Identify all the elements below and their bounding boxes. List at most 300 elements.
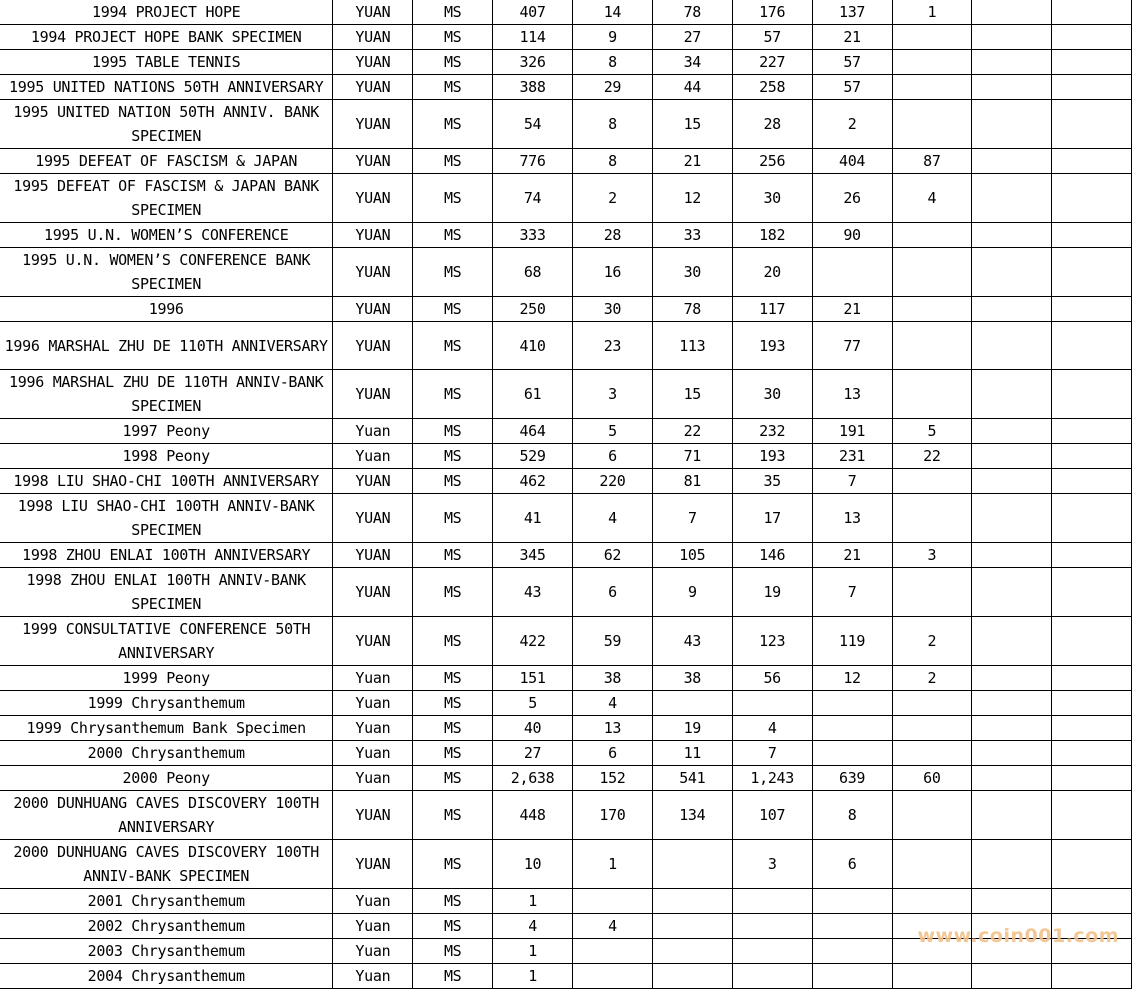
grade-count-cell: 639 bbox=[812, 766, 892, 791]
grade-count-cell: 231 bbox=[812, 444, 892, 469]
grade-count-cell: 43 bbox=[652, 617, 732, 666]
table-row bbox=[0, 469, 1132, 494]
grade-count-cell bbox=[892, 50, 972, 75]
grade-count-cell: 30 bbox=[652, 248, 732, 297]
total-count-cell: 114 bbox=[493, 25, 573, 50]
grade-cell: MS bbox=[413, 469, 493, 494]
total-count-cell: 40 bbox=[493, 716, 573, 741]
grade-count-cell: 170 bbox=[573, 791, 653, 840]
table-row bbox=[0, 25, 1132, 50]
grade-count-cell bbox=[972, 370, 1052, 419]
grade-count-cell bbox=[812, 741, 892, 766]
grade-count-cell bbox=[1052, 297, 1132, 322]
site-watermark: www.coin001.com bbox=[917, 925, 1119, 947]
total-count-cell: 4 bbox=[493, 914, 573, 939]
grade-count-cell bbox=[1052, 223, 1132, 248]
grade-cell: MS bbox=[413, 840, 493, 889]
grade-count-cell bbox=[812, 964, 892, 989]
coin-name-cell: 1995 TABLE TENNIS bbox=[0, 50, 333, 75]
grade-count-cell bbox=[1052, 149, 1132, 174]
coin-name-cell: 1999 Chrysanthemum Bank Specimen bbox=[0, 716, 333, 741]
grade-count-cell bbox=[972, 543, 1052, 568]
grade-count-cell: 5 bbox=[573, 419, 653, 444]
grade-count-cell bbox=[892, 568, 972, 617]
coin-name-cell: 2000 DUNHUANG CAVES DISCOVERY 100TH ANNIV-BANK SPECIMEN bbox=[0, 840, 333, 889]
grade-count-cell bbox=[972, 322, 1052, 370]
grade-count-cell: 29 bbox=[573, 75, 653, 100]
grade-count-cell: 38 bbox=[652, 666, 732, 691]
grade-count-cell: 7 bbox=[732, 741, 812, 766]
grade-count-cell bbox=[972, 297, 1052, 322]
grade-count-cell bbox=[1052, 248, 1132, 297]
grade-count-cell: 2 bbox=[892, 617, 972, 666]
table-row bbox=[0, 248, 1132, 297]
total-count-cell: 43 bbox=[493, 568, 573, 617]
total-count-cell: 448 bbox=[493, 791, 573, 840]
table-row bbox=[0, 223, 1132, 248]
grade-count-cell: 176 bbox=[732, 0, 812, 25]
grade-count-cell bbox=[972, 419, 1052, 444]
grade-cell: MS bbox=[413, 666, 493, 691]
grade-count-cell bbox=[1052, 840, 1132, 889]
grade-count-cell bbox=[1052, 716, 1132, 741]
table-row bbox=[0, 75, 1132, 100]
grade-count-cell bbox=[1052, 964, 1132, 989]
grade-count-cell: 7 bbox=[812, 469, 892, 494]
table-row bbox=[0, 543, 1132, 568]
grade-count-cell: 3 bbox=[573, 370, 653, 419]
grade-count-cell bbox=[1052, 75, 1132, 100]
grade-count-cell: 134 bbox=[652, 791, 732, 840]
grade-cell: MS bbox=[413, 419, 493, 444]
grade-count-cell bbox=[812, 716, 892, 741]
grade-count-cell: 87 bbox=[892, 149, 972, 174]
grade-count-cell bbox=[972, 75, 1052, 100]
total-count-cell: 407 bbox=[493, 0, 573, 25]
coin-name-cell: 1998 LIU SHAO-CHI 100TH ANNIV-BANK SPECIMEN bbox=[0, 494, 333, 543]
coin-name-cell: 1995 U.N. WOMEN’S CONFERENCE bbox=[0, 223, 333, 248]
grade-count-cell: 117 bbox=[732, 297, 812, 322]
grade-count-cell bbox=[892, 469, 972, 494]
grade-count-cell bbox=[1052, 322, 1132, 370]
grade-cell: MS bbox=[413, 149, 493, 174]
grade-count-cell: 152 bbox=[573, 766, 653, 791]
grade-count-cell: 13 bbox=[812, 370, 892, 419]
coin-name-cell: 1995 U.N. WOMEN’S CONFERENCE BANK SPECIMEN bbox=[0, 248, 333, 297]
grade-count-cell: 146 bbox=[732, 543, 812, 568]
grade-count-cell: 6 bbox=[573, 741, 653, 766]
grade-cell: MS bbox=[413, 25, 493, 50]
grade-count-cell: 7 bbox=[652, 494, 732, 543]
table-row bbox=[0, 716, 1132, 741]
grade-count-cell bbox=[1052, 174, 1132, 223]
grade-count-cell bbox=[1052, 889, 1132, 914]
grade-count-cell bbox=[972, 223, 1052, 248]
grade-count-cell: 404 bbox=[812, 149, 892, 174]
grade-count-cell: 1 bbox=[892, 0, 972, 25]
table-row bbox=[0, 444, 1132, 469]
grade-cell: MS bbox=[413, 75, 493, 100]
grade-count-cell bbox=[652, 840, 732, 889]
denomination-cell: YUAN bbox=[333, 494, 413, 543]
total-count-cell: 345 bbox=[493, 543, 573, 568]
total-count-cell: 1 bbox=[493, 939, 573, 964]
grade-count-cell bbox=[732, 914, 812, 939]
grade-count-cell: 13 bbox=[812, 494, 892, 543]
coin-name-cell: 1995 UNITED NATIONS 50TH ANNIVERSARY bbox=[0, 75, 333, 100]
denomination-cell: YUAN bbox=[333, 174, 413, 223]
grade-count-cell: 3 bbox=[892, 543, 972, 568]
table-row bbox=[0, 370, 1132, 419]
grade-count-cell: 22 bbox=[892, 444, 972, 469]
table-row bbox=[0, 741, 1132, 766]
grade-count-cell: 30 bbox=[732, 174, 812, 223]
grade-count-cell bbox=[892, 100, 972, 149]
grade-cell: MS bbox=[413, 741, 493, 766]
grade-count-cell: 2 bbox=[573, 174, 653, 223]
table-row bbox=[0, 666, 1132, 691]
table-row bbox=[0, 766, 1132, 791]
denomination-cell: YUAN bbox=[333, 149, 413, 174]
grade-count-cell bbox=[812, 248, 892, 297]
coin-name-cell: 1998 ZHOU ENLAI 100TH ANNIV-BANK SPECIMEN bbox=[0, 568, 333, 617]
grade-cell: MS bbox=[413, 297, 493, 322]
grade-count-cell bbox=[1052, 666, 1132, 691]
grade-cell: MS bbox=[413, 174, 493, 223]
grade-count-cell: 1,243 bbox=[732, 766, 812, 791]
total-count-cell: 326 bbox=[493, 50, 573, 75]
grade-count-cell bbox=[812, 691, 892, 716]
grade-count-cell: 57 bbox=[732, 25, 812, 50]
grade-count-cell bbox=[812, 939, 892, 964]
grade-cell: MS bbox=[413, 223, 493, 248]
denomination-cell: YUAN bbox=[333, 223, 413, 248]
grade-count-cell: 182 bbox=[732, 223, 812, 248]
grade-count-cell bbox=[732, 691, 812, 716]
grade-count-cell bbox=[892, 297, 972, 322]
grade-count-cell bbox=[1052, 444, 1132, 469]
denomination-cell: Yuan bbox=[333, 939, 413, 964]
grade-cell: MS bbox=[413, 322, 493, 370]
table-row bbox=[0, 840, 1132, 889]
grade-count-cell bbox=[972, 766, 1052, 791]
grade-count-cell: 541 bbox=[652, 766, 732, 791]
grade-count-cell bbox=[732, 889, 812, 914]
grade-count-cell: 16 bbox=[573, 248, 653, 297]
grade-count-cell bbox=[1052, 617, 1132, 666]
grade-count-cell: 81 bbox=[652, 469, 732, 494]
coin-name-cell: 1995 DEFEAT OF FASCISM & JAPAN bbox=[0, 149, 333, 174]
grade-count-cell bbox=[972, 444, 1052, 469]
grade-count-cell bbox=[972, 25, 1052, 50]
grade-count-cell: 8 bbox=[573, 50, 653, 75]
total-count-cell: 151 bbox=[493, 666, 573, 691]
grade-count-cell bbox=[972, 494, 1052, 543]
grade-count-cell: 12 bbox=[812, 666, 892, 691]
grade-count-cell bbox=[1052, 370, 1132, 419]
grade-count-cell bbox=[1052, 791, 1132, 840]
grade-cell: MS bbox=[413, 791, 493, 840]
grade-count-cell: 4 bbox=[573, 914, 653, 939]
denomination-cell: YUAN bbox=[333, 248, 413, 297]
coin-name-cell: 2003 Chrysanthemum bbox=[0, 939, 333, 964]
grade-count-cell bbox=[972, 617, 1052, 666]
grade-count-cell bbox=[892, 223, 972, 248]
denomination-cell: YUAN bbox=[333, 0, 413, 25]
coin-name-cell: 1998 Peony bbox=[0, 444, 333, 469]
grade-count-cell bbox=[1052, 100, 1132, 149]
table-row bbox=[0, 0, 1132, 25]
grade-count-cell: 6 bbox=[812, 840, 892, 889]
coin-name-cell: 1998 LIU SHAO-CHI 100TH ANNIVERSARY bbox=[0, 469, 333, 494]
total-count-cell: 5 bbox=[493, 691, 573, 716]
grade-count-cell: 15 bbox=[652, 100, 732, 149]
total-count-cell: 410 bbox=[493, 322, 573, 370]
denomination-cell: Yuan bbox=[333, 666, 413, 691]
denomination-cell: YUAN bbox=[333, 25, 413, 50]
grade-count-cell: 60 bbox=[892, 766, 972, 791]
grade-count-cell: 13 bbox=[573, 716, 653, 741]
grade-count-cell: 9 bbox=[652, 568, 732, 617]
grade-count-cell: 38 bbox=[573, 666, 653, 691]
denomination-cell: Yuan bbox=[333, 889, 413, 914]
coin-name-cell: 1996 bbox=[0, 297, 333, 322]
total-count-cell: 68 bbox=[493, 248, 573, 297]
total-count-cell: 250 bbox=[493, 297, 573, 322]
grade-cell: MS bbox=[413, 568, 493, 617]
coin-name-cell: 1998 ZHOU ENLAI 100TH ANNIVERSARY bbox=[0, 543, 333, 568]
grade-count-cell bbox=[892, 691, 972, 716]
total-count-cell: 464 bbox=[493, 419, 573, 444]
grade-count-cell: 62 bbox=[573, 543, 653, 568]
coin-name-cell: 1994 PROJECT HOPE BANK SPECIMEN bbox=[0, 25, 333, 50]
denomination-cell: Yuan bbox=[333, 419, 413, 444]
table-row bbox=[0, 617, 1132, 666]
grade-count-cell bbox=[892, 494, 972, 543]
grade-count-cell bbox=[652, 914, 732, 939]
grade-count-cell: 57 bbox=[812, 50, 892, 75]
coin-name-cell: 2001 Chrysanthemum bbox=[0, 889, 333, 914]
denomination-cell: YUAN bbox=[333, 370, 413, 419]
denomination-cell: YUAN bbox=[333, 617, 413, 666]
grade-count-cell bbox=[892, 75, 972, 100]
grade-cell: MS bbox=[413, 914, 493, 939]
total-count-cell: 462 bbox=[493, 469, 573, 494]
grade-count-cell: 191 bbox=[812, 419, 892, 444]
grade-count-cell bbox=[1052, 691, 1132, 716]
table-row bbox=[0, 149, 1132, 174]
grade-count-cell bbox=[1052, 419, 1132, 444]
grade-count-cell: 15 bbox=[652, 370, 732, 419]
grade-count-cell: 90 bbox=[812, 223, 892, 248]
table-row bbox=[0, 174, 1132, 223]
grade-count-cell: 34 bbox=[652, 50, 732, 75]
grade-count-cell: 220 bbox=[573, 469, 653, 494]
total-count-cell: 41 bbox=[493, 494, 573, 543]
grade-cell: MS bbox=[413, 50, 493, 75]
grade-count-cell bbox=[812, 889, 892, 914]
denomination-cell: Yuan bbox=[333, 766, 413, 791]
coin-name-cell: 2004 Chrysanthemum bbox=[0, 964, 333, 989]
grade-count-cell bbox=[972, 248, 1052, 297]
grade-count-cell: 77 bbox=[812, 322, 892, 370]
grade-count-cell: 8 bbox=[812, 791, 892, 840]
coin-name-cell: 2002 Chrysanthemum bbox=[0, 914, 333, 939]
denomination-cell: YUAN bbox=[333, 840, 413, 889]
grade-count-cell: 26 bbox=[812, 174, 892, 223]
table-row bbox=[0, 100, 1132, 149]
grade-count-cell bbox=[972, 716, 1052, 741]
grade-count-cell: 3 bbox=[732, 840, 812, 889]
denomination-cell: Yuan bbox=[333, 914, 413, 939]
grade-count-cell bbox=[812, 914, 892, 939]
grade-count-cell: 21 bbox=[812, 25, 892, 50]
grade-cell: MS bbox=[413, 0, 493, 25]
coin-name-cell: 1997 Peony bbox=[0, 419, 333, 444]
grade-count-cell: 35 bbox=[732, 469, 812, 494]
total-count-cell: 422 bbox=[493, 617, 573, 666]
grade-cell: MS bbox=[413, 370, 493, 419]
grade-cell: MS bbox=[413, 248, 493, 297]
grade-count-cell: 4 bbox=[573, 691, 653, 716]
grade-count-cell bbox=[892, 889, 972, 914]
table-row bbox=[0, 322, 1132, 370]
denomination-cell: YUAN bbox=[333, 568, 413, 617]
grade-count-cell: 193 bbox=[732, 322, 812, 370]
grade-count-cell: 256 bbox=[732, 149, 812, 174]
coin-name-cell: 1996 MARSHAL ZHU DE 110TH ANNIV-BANK SPECIMEN bbox=[0, 370, 333, 419]
grade-count-cell: 119 bbox=[812, 617, 892, 666]
grade-count-cell: 4 bbox=[732, 716, 812, 741]
grade-count-cell: 14 bbox=[573, 0, 653, 25]
coin-name-cell: 1996 MARSHAL ZHU DE 110TH ANNIVERSARY bbox=[0, 322, 333, 370]
grade-count-cell: 113 bbox=[652, 322, 732, 370]
grade-count-cell: 8 bbox=[573, 149, 653, 174]
table-row bbox=[0, 889, 1132, 914]
total-count-cell: 1 bbox=[493, 964, 573, 989]
grade-count-cell: 137 bbox=[812, 0, 892, 25]
grade-count-cell: 21 bbox=[652, 149, 732, 174]
coin-name-cell: 2000 Peony bbox=[0, 766, 333, 791]
grade-count-cell: 12 bbox=[652, 174, 732, 223]
grade-count-cell bbox=[1052, 25, 1132, 50]
total-count-cell: 1 bbox=[493, 889, 573, 914]
grade-count-cell: 105 bbox=[652, 543, 732, 568]
grade-count-cell bbox=[732, 964, 812, 989]
grade-count-cell bbox=[892, 840, 972, 889]
grade-count-cell: 2 bbox=[892, 666, 972, 691]
grade-count-cell bbox=[892, 716, 972, 741]
grade-count-cell bbox=[1052, 568, 1132, 617]
grade-count-cell bbox=[573, 964, 653, 989]
table-row bbox=[0, 297, 1132, 322]
grade-count-cell: 56 bbox=[732, 666, 812, 691]
denomination-cell: YUAN bbox=[333, 297, 413, 322]
grade-cell: MS bbox=[413, 494, 493, 543]
grade-count-cell bbox=[972, 0, 1052, 25]
grade-count-cell: 28 bbox=[573, 223, 653, 248]
grade-count-cell bbox=[1052, 766, 1132, 791]
table-row bbox=[0, 494, 1132, 543]
grade-count-cell bbox=[573, 939, 653, 964]
grade-cell: MS bbox=[413, 766, 493, 791]
total-count-cell: 61 bbox=[493, 370, 573, 419]
grade-count-cell: 227 bbox=[732, 50, 812, 75]
grade-count-cell bbox=[652, 939, 732, 964]
grade-cell: MS bbox=[413, 617, 493, 666]
grade-count-cell: 2 bbox=[812, 100, 892, 149]
grade-cell: MS bbox=[413, 691, 493, 716]
grade-count-cell: 1 bbox=[573, 840, 653, 889]
coin-name-cell: 1999 Chrysanthemum bbox=[0, 691, 333, 716]
coin-name-cell: 1994 PROJECT HOPE bbox=[0, 0, 333, 25]
grade-count-cell: 11 bbox=[652, 741, 732, 766]
grade-count-cell bbox=[972, 964, 1052, 989]
total-count-cell: 776 bbox=[493, 149, 573, 174]
grade-count-cell bbox=[652, 964, 732, 989]
table-row bbox=[0, 791, 1132, 840]
grade-cell: MS bbox=[413, 939, 493, 964]
table-row bbox=[0, 50, 1132, 75]
grade-count-cell bbox=[892, 322, 972, 370]
grade-count-cell bbox=[892, 248, 972, 297]
grade-count-cell bbox=[1052, 469, 1132, 494]
denomination-cell: YUAN bbox=[333, 322, 413, 370]
grade-count-cell bbox=[732, 939, 812, 964]
coin-name-cell: 1995 UNITED NATION 50TH ANNIV. BANK SPECIMEN bbox=[0, 100, 333, 149]
grade-count-cell bbox=[972, 50, 1052, 75]
coin-name-cell: 1999 Peony bbox=[0, 666, 333, 691]
denomination-cell: YUAN bbox=[333, 100, 413, 149]
denomination-cell: YUAN bbox=[333, 791, 413, 840]
grade-cell: MS bbox=[413, 444, 493, 469]
grade-count-cell bbox=[972, 840, 1052, 889]
grade-count-cell: 59 bbox=[573, 617, 653, 666]
total-count-cell: 2,638 bbox=[493, 766, 573, 791]
grade-count-cell: 193 bbox=[732, 444, 812, 469]
grade-count-cell: 44 bbox=[652, 75, 732, 100]
table-row bbox=[0, 419, 1132, 444]
total-count-cell: 27 bbox=[493, 741, 573, 766]
grade-count-cell: 78 bbox=[652, 0, 732, 25]
coin-name-cell: 2000 Chrysanthemum bbox=[0, 741, 333, 766]
denomination-cell: YUAN bbox=[333, 469, 413, 494]
coin-name-cell: 1999 CONSULTATIVE CONFERENCE 50TH ANNIVERSARY bbox=[0, 617, 333, 666]
grade-count-cell: 123 bbox=[732, 617, 812, 666]
total-count-cell: 10 bbox=[493, 840, 573, 889]
grade-cell: MS bbox=[413, 100, 493, 149]
grade-count-cell bbox=[972, 666, 1052, 691]
denomination-cell: Yuan bbox=[333, 741, 413, 766]
grade-count-cell: 27 bbox=[652, 25, 732, 50]
coin-name-cell: 2000 DUNHUANG CAVES DISCOVERY 100TH ANNIVERSARY bbox=[0, 791, 333, 840]
grade-count-cell: 8 bbox=[573, 100, 653, 149]
grade-count-cell: 23 bbox=[573, 322, 653, 370]
grade-count-cell: 232 bbox=[732, 419, 812, 444]
denomination-cell: YUAN bbox=[333, 543, 413, 568]
grade-count-cell: 57 bbox=[812, 75, 892, 100]
grade-count-cell bbox=[892, 370, 972, 419]
grade-count-cell: 28 bbox=[732, 100, 812, 149]
grade-count-cell bbox=[573, 889, 653, 914]
grade-count-cell: 7 bbox=[812, 568, 892, 617]
grade-count-cell bbox=[972, 741, 1052, 766]
grade-count-cell bbox=[972, 568, 1052, 617]
grade-count-cell bbox=[1052, 741, 1132, 766]
grade-count-cell bbox=[892, 791, 972, 840]
grade-count-cell: 30 bbox=[573, 297, 653, 322]
grade-count-cell bbox=[892, 741, 972, 766]
